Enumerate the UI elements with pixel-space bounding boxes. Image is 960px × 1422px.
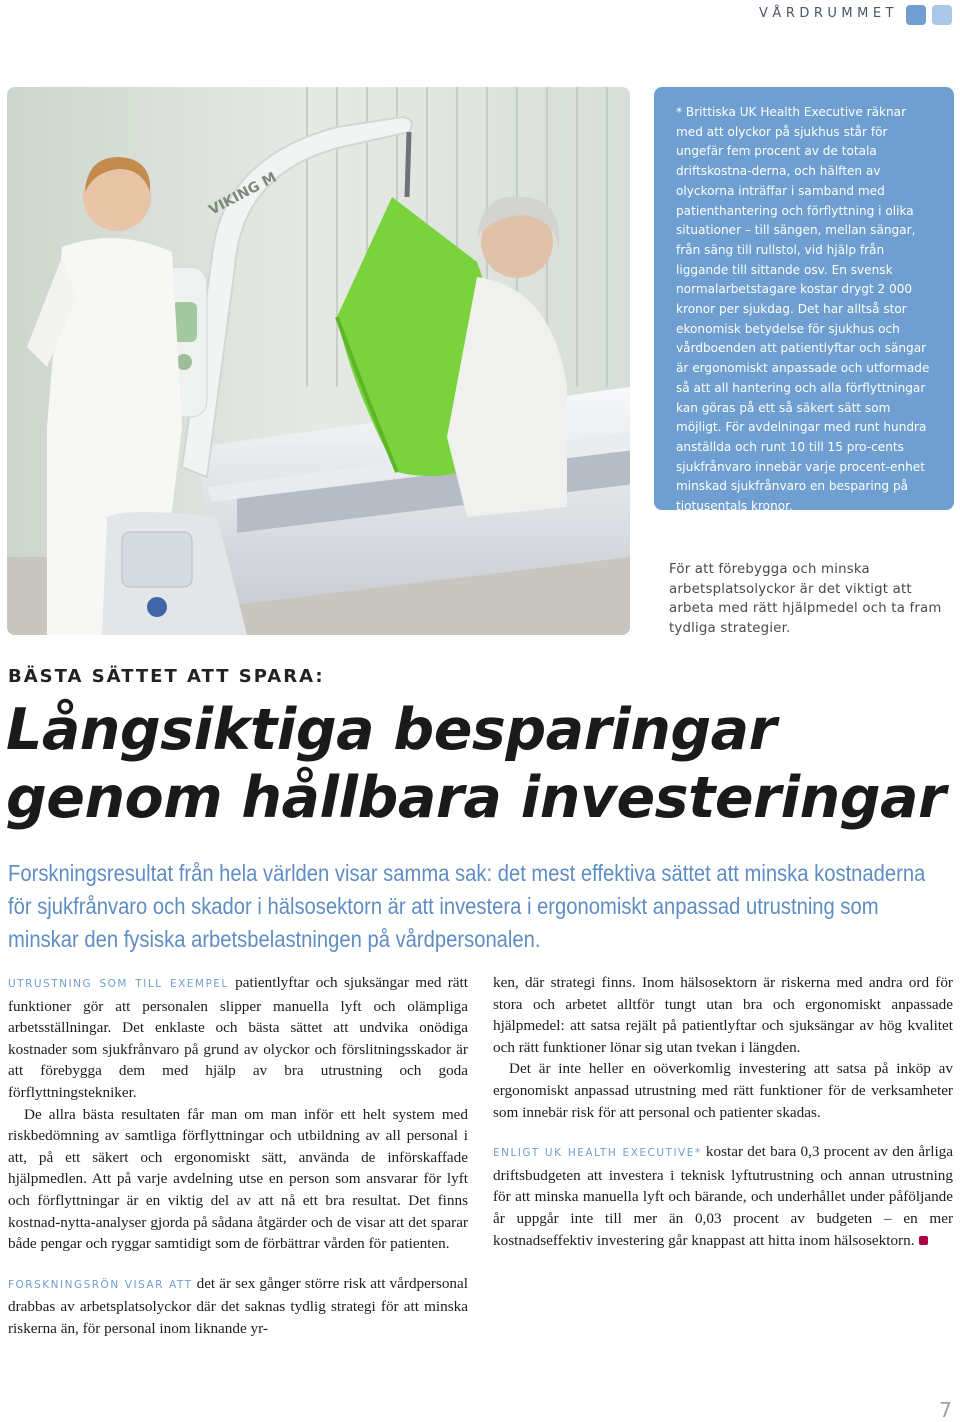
- article-title-line-1: Långsiktiga besparingar: [6, 697, 777, 763]
- column-2-paragraph-3: [493, 1141, 953, 1251]
- page-number: 7: [939, 1398, 952, 1422]
- column-1-paragraph-1: [8, 972, 468, 1104]
- article-kicker: BÄSTA SÄTTET ATT SPARA:: [8, 666, 325, 687]
- paragraph-text: patientlyftar och sjuksängar med rätt funktioner gör att personalen slipper manuella lyft och olämpliga arbetsställningar. Det enklaste och bästa sättet att undvika onödiga kostnader som sjukfrånvaro på grund av olyckor och förslitningsskador är att förebygga dem med hjälp av bra utrustning och goda förflyttningstekniker.: [8, 974, 468, 1101]
- paragraph-text: kostar det bara 0,3 procent av den årliga driftsbudgeten att investera i teknisk lyftutrustning och annan utrustning för att minska manuella lyft och bärande, och underhållet under påföljande år uppgår inte till mer än 0,03 procent av budgeten – en mer kostnadseffektiv investering går knappast att hitta inom hälsosektorn.: [493, 1143, 953, 1249]
- paragraph-lead-in: ENLIGT UK HEALTH EXECUTIVE*: [493, 1147, 702, 1160]
- article-ingress: Forskningsresultat från hela världen visar samma sak: det mest effektiva sättet att minska kostnaderna för sjukfrånvaro och skador i hälsosektorn är att investera i ergonomiskt anpassad utrustning som minskar den fysiska arbetsbelastningen på vårdpersonalen.: [8, 860, 926, 952]
- fact-box: [654, 87, 954, 514]
- article-column-1: [8, 972, 468, 1340]
- column-1-paragraph-2: De allra bästa resultaten får man om man inför ett helt system med riskbedömning av samtliga förflyttningar och utbildning av all personal i att, på ett säkert och ergonomiskt sätt, använda de införskaffade hjälpmedlen. Att på varje avdelning utse en person som ansvarar för lyft och förflyttningar är en viktig del av att nå ett bra resultat. Det finns kostnad-nytta-analyser gjorda på sådana åtgärder och de visar att det sparar både pengar och ryggar samtidigt som de förbättrar vården för patienten.: [8, 1105, 468, 1253]
- section-square-dark: [906, 5, 926, 25]
- paragraph-lead-in: FORSKNINGSRÖN VISAR ATT: [8, 1278, 193, 1291]
- column-1-paragraph-3: [8, 1273, 468, 1340]
- article-title-line-2: genom hållbara investeringar: [6, 765, 946, 831]
- column-2-paragraph-1: ken, där strategi finns. Inom hälsosektorn är riskerna med andra ord för stora och arbetet alltför tungt utan bra och ergonomiskt anpassade hjälpmedel: att satsa rejält på patientlyftar och sjuksängar av hög kvalitet och rätt funktioner lönar sig utan tvekan i längden.: [493, 974, 953, 1056]
- pull-quote: För att förebygga och minska arbetsplatsolyckor är det viktigt att arbeta med rätt hjälpmedel och ta fram tydliga strategier.: [669, 562, 942, 636]
- section-square-light: [932, 5, 952, 25]
- article-column-2: [493, 972, 953, 1251]
- svg-text:VIKING M: VIKING M: [206, 169, 280, 219]
- fact-box-text: * Brittiska UK Health Executive räknar med att olyckor på sjukhus står för ungefär fem procent av de totala driftskostna-derna, och hälften av olyckorna inträffar i samband med patienthantering och förflyttning i olika situationer – till sängen, mellan sängar, från säng till rullstol, vid hjälp från liggande till sittande osv. En svensk normalarbetstagare kostar drygt 2 000 kronor per sjukdag. Det har alltså stor ekonomisk betydelse för sjukhus och vårdboenden att patientlyftar och sängar är ergonomiskt anpassade och utformade så att all hantering och alla förflyttningar kan göras på ett så säkert sätt som möjligt. För avdelningar med runt hundra anställda och runt 10 till 15 pro-cents sjukfrånvaro innebär varje procent-enhet minskad sjukfrånvaro en besparing på tiotusentals kronor.: [676, 105, 930, 514]
- paragraph-lead-in: UTRUSTNING SOM TILL EXEMPEL: [8, 978, 229, 990]
- paragraph-text: det är sex gånger större risk att vårdpersonal drabbas av arbetsplatsolyckor där det saknas tydlig strategi för att minska riskerna än, för personal inom liknande yr-: [8, 1274, 468, 1337]
- hospital-lift-photo: [7, 87, 630, 635]
- column-2-paragraph-2: Det är inte heller en oöverkomlig investering att satsa på inköp av ergonomiskt anpassad utrustning med rätt funktioner för de verksamheter som innebär risk för att personal och patienter skadas.: [493, 1060, 953, 1121]
- end-mark-icon: [919, 1236, 928, 1245]
- article-title: [6, 696, 956, 832]
- section-label: VÅRDRUMMET: [759, 6, 898, 21]
- photo-illustration: [7, 87, 630, 635]
